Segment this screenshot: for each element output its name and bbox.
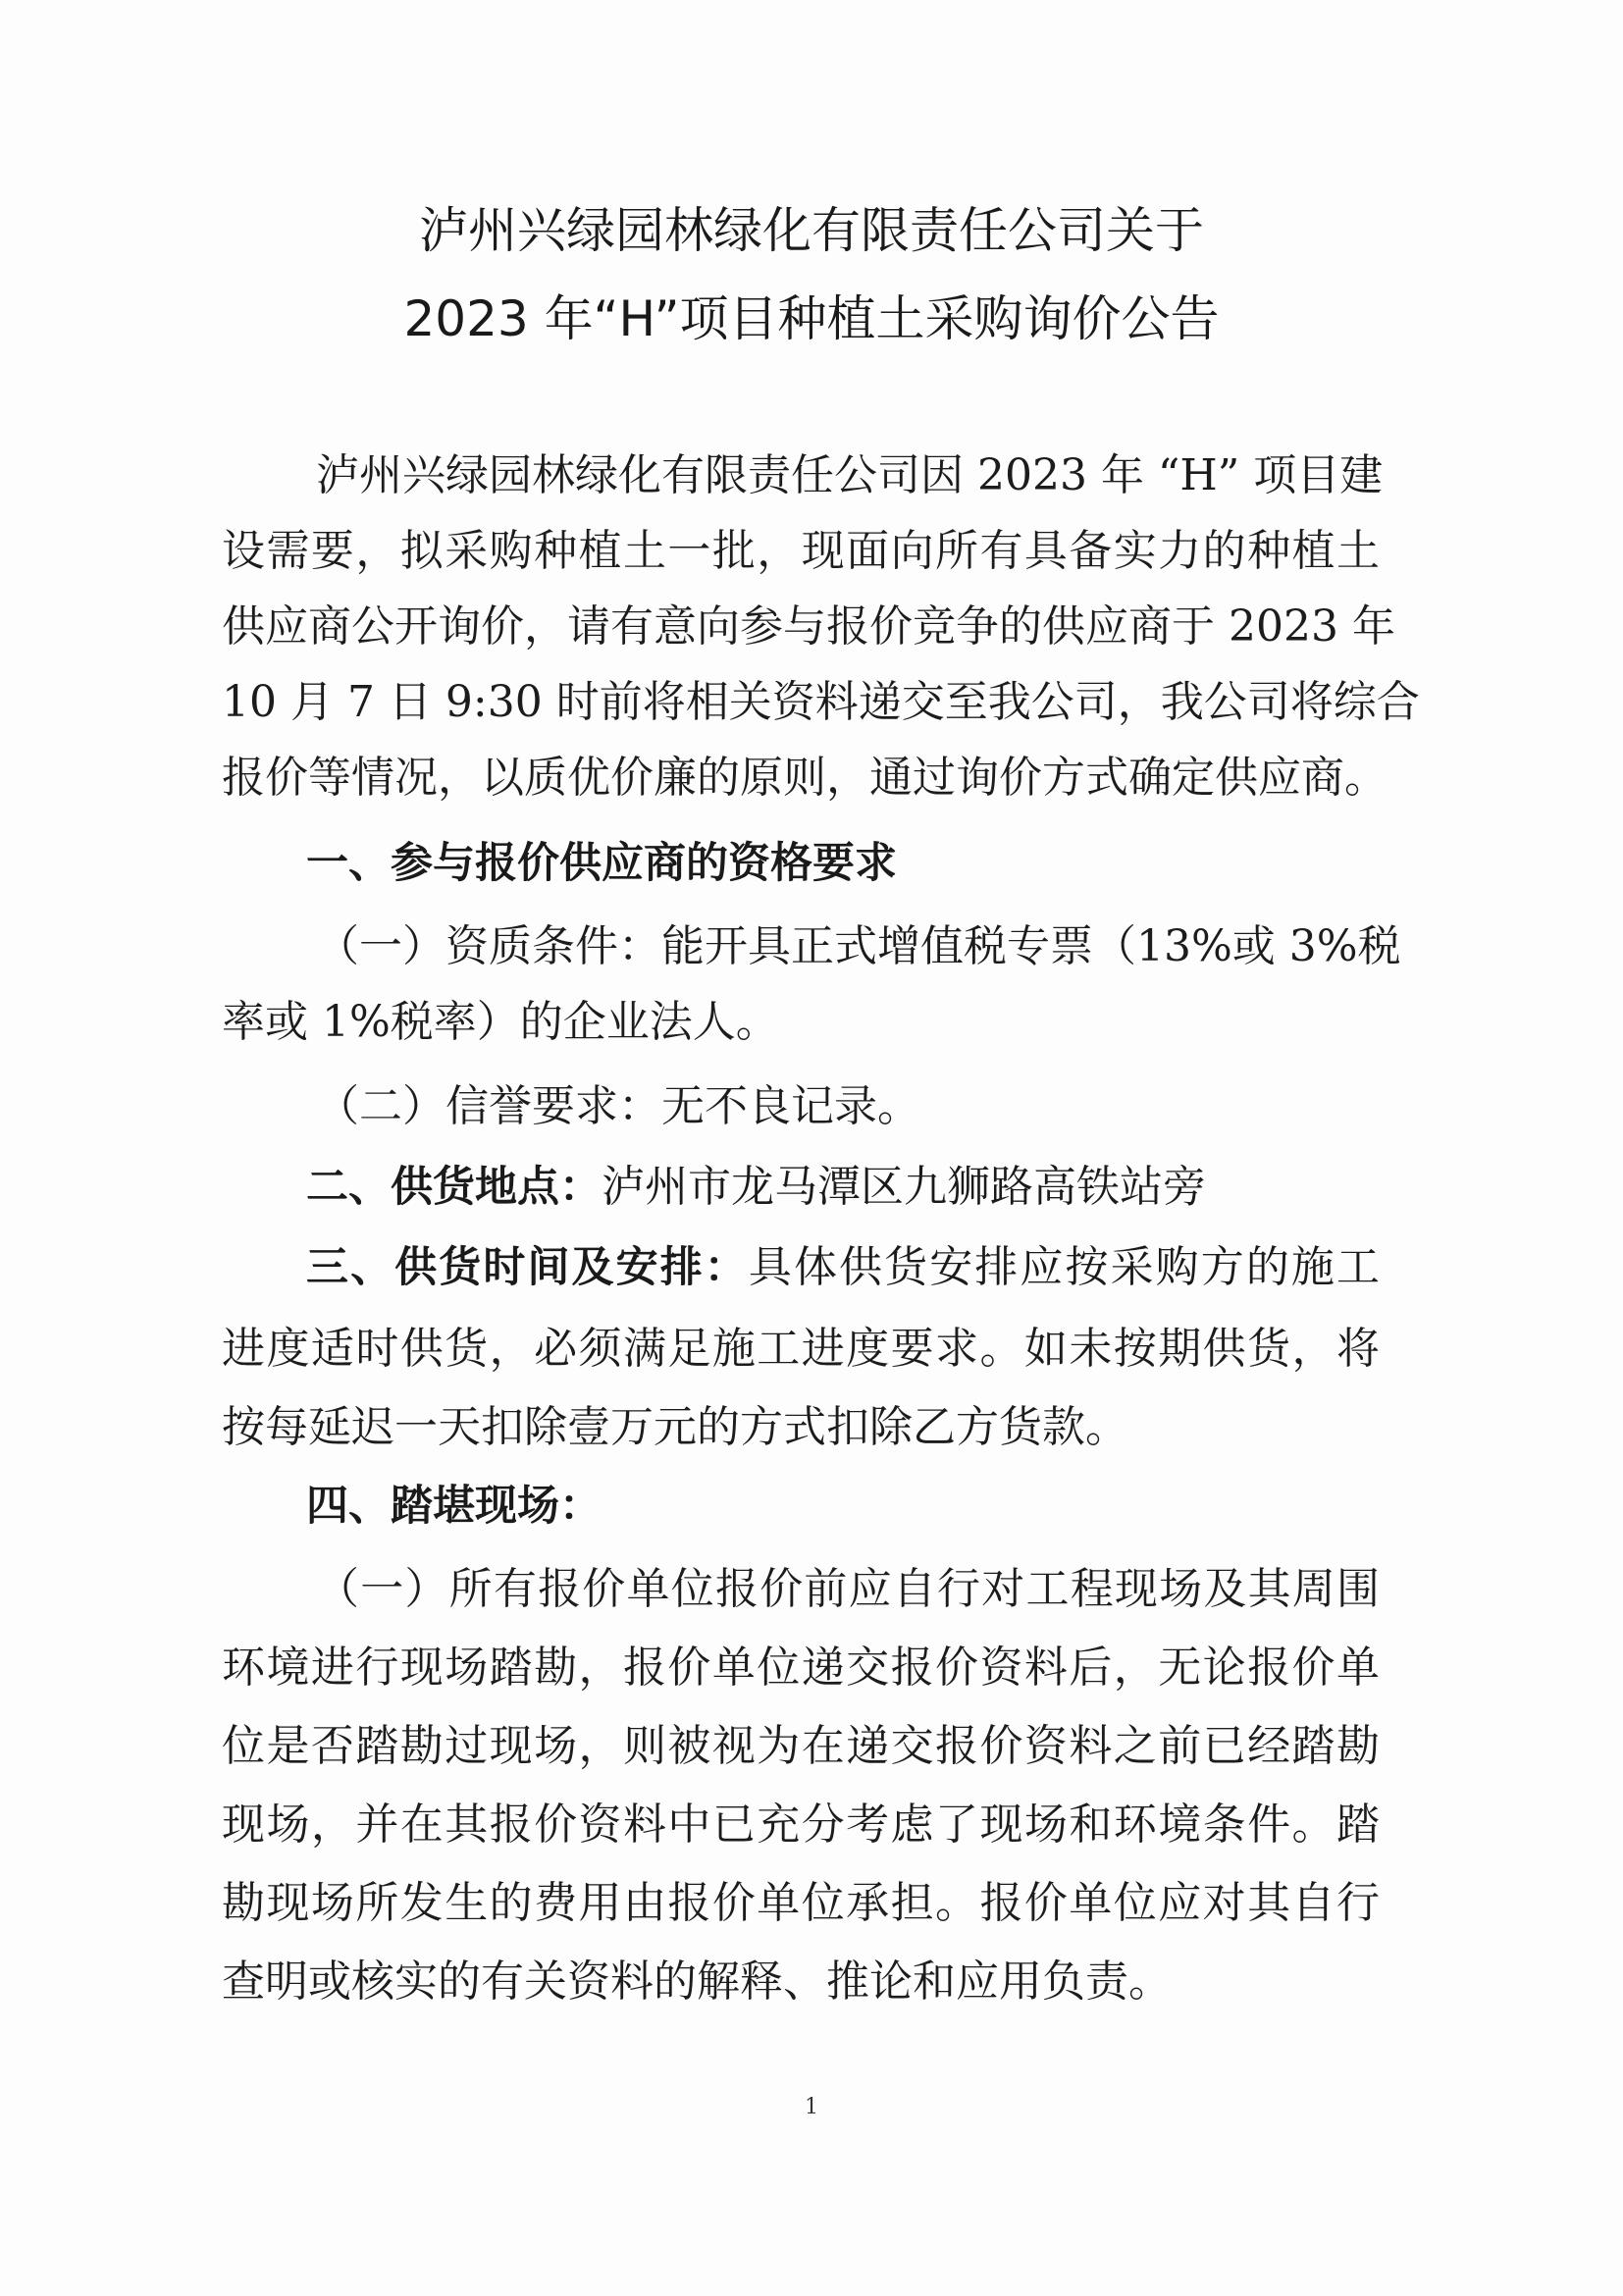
section4-item1-line3: 位是否踏勘过现场，则被视为在递交报价资料之前已经踏勘: [222, 1721, 1380, 1771]
section4-item1-line5: 勘现场所发生的费用由报价单位承担。报价单位应对其自行: [222, 1878, 1380, 1928]
intro-line-5: 报价等情况，以质优价廉的原则，通过询价方式确定供应商。: [222, 753, 1387, 803]
section2-heading: 二、供货地点：: [306, 1163, 602, 1212]
section2: [306, 1158, 1206, 1217]
section1-item1-line2: 率或 1%税率）的企业法人。: [222, 997, 779, 1047]
section4-item1-line4: 现场，并在其报价资料中已充分考虑了现场和环境条件。踏: [222, 1800, 1380, 1850]
section3-heading: 三、供货时间及安排：: [306, 1243, 749, 1292]
section3: [306, 1238, 1380, 1297]
section3-line-3: 按每延迟一天扣除壹万元的方式扣除乙方货款。: [222, 1402, 1128, 1452]
document-title-line1: 泸州兴绿园林绿化有限责任公司关于: [419, 202, 1204, 259]
document-title-line2: 2023 年“H”项目种植土采购询价公告: [403, 290, 1220, 347]
page-number: 1: [805, 2095, 818, 2119]
section3-text-first: 具体供货安排应按采购方的施工: [748, 1242, 1381, 1292]
intro-line-3: 供应商公开询价，请有意向参与报价竞争的供应商于 2023 年: [222, 601, 1395, 652]
section3-line-2: 进度适时供货，必须满足施工进度要求。如未按期供货，将: [222, 1324, 1380, 1374]
section4-heading: 四、踏堪现场：: [306, 1482, 602, 1531]
section1-item1-line1: （一）资质条件：能开具正式增值税专票（13%或 3%税: [316, 921, 1401, 971]
section2-text: 泸州市龙马潭区九狮路高铁站旁: [602, 1162, 1206, 1212]
section4-item1-line1: （一）所有报价单位报价前应自行对工程现场及其周围: [316, 1564, 1380, 1614]
intro-line-4: 10 月 7 日 9:30 时前将相关资料递交至我公司，我公司将综合: [222, 677, 1420, 727]
intro-line-2: 设需要，拟采购种植土一批，现面向所有具备实力的种植土: [222, 526, 1380, 576]
section4-item1-line2: 环境进行现场踏勘，报价单位递交报价资料后，无论报价单: [222, 1643, 1380, 1693]
intro-line-1: 泸州兴绿园林绿化有限责任公司因 2023 年 “H” 项目建: [316, 450, 1384, 500]
section1-heading: 一、参与报价供应商的资格要求: [306, 839, 897, 888]
section1-item2: （二）信誉要求：无不良记录。: [316, 1081, 920, 1131]
section4-item1-line6: 查明或核实的有关资料的解释、推论和应用负责。: [222, 1957, 1172, 2007]
